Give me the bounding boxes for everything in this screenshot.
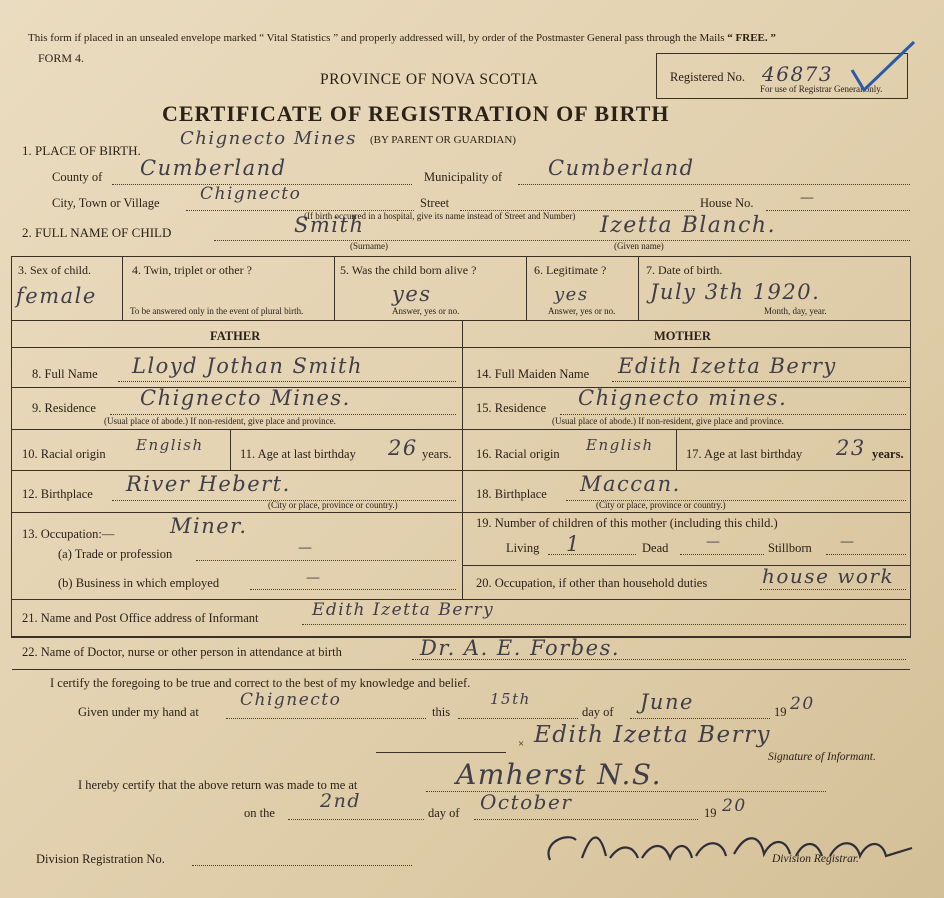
sex-label: 3. Sex of child.	[18, 263, 91, 277]
province-heading: PROVINCE OF NOVA SCOTIA	[320, 71, 539, 88]
mother-birthplace-caption: (City or place, province or country.)	[596, 500, 726, 510]
alive-label: 5. Was the child born alive ?	[340, 263, 477, 277]
line	[250, 589, 456, 590]
certificate-title: CERTIFICATE OF REGISTRATION OF BIRTH	[162, 101, 670, 126]
line	[826, 554, 906, 555]
child-surname: Smith	[294, 213, 365, 237]
divider	[526, 257, 527, 320]
registrar-signature	[540, 820, 924, 878]
mailing-notice	[28, 32, 776, 44]
county-label: County of	[52, 170, 103, 184]
twin-label: 4. Twin, triplet or other ?	[132, 263, 252, 277]
place-of-birth-label: 1. PLACE OF BIRTH.	[22, 143, 141, 158]
father-age: 26	[388, 436, 418, 460]
child-name-line	[214, 240, 910, 241]
division-registration-label: Division Registration No.	[36, 852, 165, 866]
father-years: years.	[422, 447, 452, 461]
registered-number: 46873	[762, 62, 834, 86]
divider	[12, 470, 910, 471]
mother-residence-caption: (Usual place of abode.) If non-resident, give place and province.	[552, 416, 784, 426]
sex-value: female	[16, 284, 97, 308]
checkmark-icon	[850, 38, 920, 98]
father-age-label: 11. Age at last birthday	[240, 447, 356, 461]
father-heading: FATHER	[210, 329, 261, 343]
mother-occupation-label: 20. Occupation, if other than household duties	[476, 576, 708, 590]
living-value: 1	[566, 532, 581, 556]
given-month: June	[640, 690, 694, 714]
day-of-label: day of	[582, 705, 614, 719]
mother-age: 23	[836, 436, 866, 460]
municipality-label: Municipality of	[424, 170, 503, 184]
child-name-label: 2. FULL NAME OF CHILD	[22, 225, 172, 240]
date-of-birth-value: July 3th 1920.	[650, 280, 821, 304]
divider	[12, 320, 910, 321]
informant-signature: Edith Izetta Berry	[534, 722, 772, 748]
municipality-value: Cumberland	[548, 156, 695, 180]
registrar-note: For use of Registrar General only.	[760, 84, 883, 94]
legitimate-value: yes	[554, 284, 589, 305]
center-divider	[462, 321, 463, 599]
doctor-value: Dr. A. E. Forbes.	[420, 636, 621, 660]
mother-racial: English	[586, 436, 654, 454]
trade-label: (a) Trade or profession	[58, 547, 173, 561]
line	[288, 819, 424, 820]
line	[192, 865, 412, 866]
children-label: 19. Number of children of this mother (including this child.)	[476, 516, 778, 530]
father-occupation: Miner.	[170, 514, 248, 538]
alive-value: yes	[392, 282, 432, 306]
free-label: “ FREE. ”	[727, 32, 776, 44]
return-place: Amherst N.S.	[456, 758, 662, 791]
divider	[230, 430, 231, 470]
divider	[12, 429, 910, 430]
municipality-line	[518, 184, 910, 185]
date-of-birth-label: 7. Date of birth.	[646, 263, 723, 277]
division-registrar-caption: Division Registrar.	[772, 853, 859, 865]
father-birthplace-caption: (City or place, province or country.)	[268, 500, 398, 510]
surname-caption: (Surname)	[350, 241, 388, 251]
business-label: (b) Business in which employed	[58, 576, 220, 590]
father-residence-caption: (Usual place of abode.) If non-resident, give place and province.	[104, 416, 336, 426]
line	[680, 554, 764, 555]
line	[118, 381, 456, 382]
mother-residence-label: 15. Residence	[476, 401, 547, 415]
father-residence-label: 9. Residence	[32, 401, 96, 415]
dead-label: Dead	[642, 541, 669, 555]
house-value: —	[800, 190, 816, 206]
given-year: 20	[790, 694, 815, 714]
city-label: City, Town or Village	[52, 196, 160, 210]
trade-value: —	[298, 540, 314, 556]
x-mark: ×	[518, 738, 525, 750]
on-the-label: on the	[244, 806, 275, 820]
line	[110, 414, 456, 415]
father-racial-label: 10. Racial origin	[22, 447, 106, 461]
mother-birthplace: Maccan.	[580, 472, 681, 496]
return-label: I hereby certify that the above return was made to me at	[78, 778, 358, 792]
twin-note: To be answered only in the event of plural birth.	[130, 306, 304, 316]
divider	[122, 257, 123, 320]
hospital-note: (If birth occurred in a hospital, give its name instead of Street and Number)	[304, 211, 576, 221]
given-caption: (Given name)	[614, 241, 664, 251]
house-line	[766, 210, 910, 211]
business-value: —	[306, 570, 322, 586]
divider	[12, 512, 910, 513]
return-month: October	[480, 790, 573, 814]
return-year: 20	[722, 796, 747, 816]
father-birthplace-label: 12. Birthplace	[22, 487, 93, 501]
line	[196, 560, 456, 561]
form-number: FORM 4.	[38, 51, 85, 65]
house-label: House No.	[700, 196, 754, 210]
stillborn-label: Stillborn	[768, 541, 812, 555]
father-name: Lloyd Jothan Smith	[132, 354, 364, 378]
line	[760, 589, 906, 590]
divider	[676, 430, 677, 470]
given-label: Given under my hand at	[78, 705, 199, 719]
line	[630, 718, 770, 719]
this-label: this	[432, 705, 451, 719]
mother-name: Edith Izetta Berry	[618, 354, 837, 378]
city-value: Chignecto	[200, 184, 302, 204]
mother-residence: Chignecto mines.	[578, 386, 788, 410]
line	[612, 381, 906, 382]
stillborn-value: —	[840, 534, 856, 550]
return-day-of-label: day of	[428, 806, 460, 820]
informant-signature-caption: Signature of Informant.	[768, 751, 876, 763]
father-name-label: 8. Full Name	[32, 367, 98, 381]
father-racial: English	[136, 436, 204, 454]
doctor-label: 22. Name of Doctor, nurse or other person in attendance at birth	[22, 645, 342, 659]
mother-racial-label: 16. Racial origin	[476, 447, 560, 461]
line	[458, 718, 578, 719]
line	[548, 554, 636, 555]
line	[226, 718, 426, 719]
mother-occupation: house work	[762, 564, 895, 588]
child-given-name: Izetta Blanch.	[600, 213, 777, 238]
father-occupation-label: 13. Occupation:—	[22, 527, 115, 541]
return-year-prefix: 19	[704, 806, 717, 820]
registered-label: Registered No.	[670, 70, 745, 84]
line	[560, 414, 906, 415]
alive-caption: Answer, yes or no.	[392, 306, 460, 316]
dead-value: —	[706, 534, 722, 550]
divider	[12, 347, 910, 348]
given-day: 15th	[490, 690, 531, 708]
signature-line	[376, 752, 506, 753]
divider	[638, 257, 639, 320]
mother-name-label: 14. Full Maiden Name	[476, 367, 590, 381]
given-place: Chignecto	[240, 690, 342, 710]
return-day: 2nd	[320, 790, 361, 812]
mother-heading: MOTHER	[654, 329, 711, 343]
father-birthplace: River Hebert.	[126, 472, 291, 496]
living-label: Living	[506, 541, 540, 555]
legitimate-caption: Answer, yes or no.	[548, 306, 616, 316]
county-value: Cumberland	[140, 156, 287, 180]
divider	[12, 669, 910, 670]
by-parent-note: (BY PARENT OR GUARDIAN)	[370, 134, 516, 146]
informant-label: 21. Name and Post Office address of Informant	[22, 611, 259, 625]
mother-age-label: 17. Age at last birthday	[686, 447, 803, 461]
mother-birthplace-label: 18. Birthplace	[476, 487, 547, 501]
place-of-birth-value: Chignecto Mines	[180, 128, 357, 149]
date-caption: Month, day, year.	[764, 306, 827, 316]
legitimate-label: 6. Legitimate ?	[534, 263, 607, 277]
year-prefix: 19	[774, 705, 787, 719]
informant-value: Edith Izetta Berry	[312, 600, 495, 620]
mailing-notice-text: This form if placed in an unsealed envelope marked “ Vital Statistics ” and properly addressed will, by order of the Postmaster General pass through the Mails	[28, 32, 725, 44]
father-residence: Chignecto Mines.	[140, 386, 351, 410]
divider	[334, 257, 335, 320]
mother-years: years.	[872, 447, 904, 461]
certify-statement: I certify the foregoing to be true and correct to the best of my knowledge and belief.	[50, 676, 471, 690]
street-label: Street	[420, 196, 450, 210]
line	[302, 624, 906, 625]
